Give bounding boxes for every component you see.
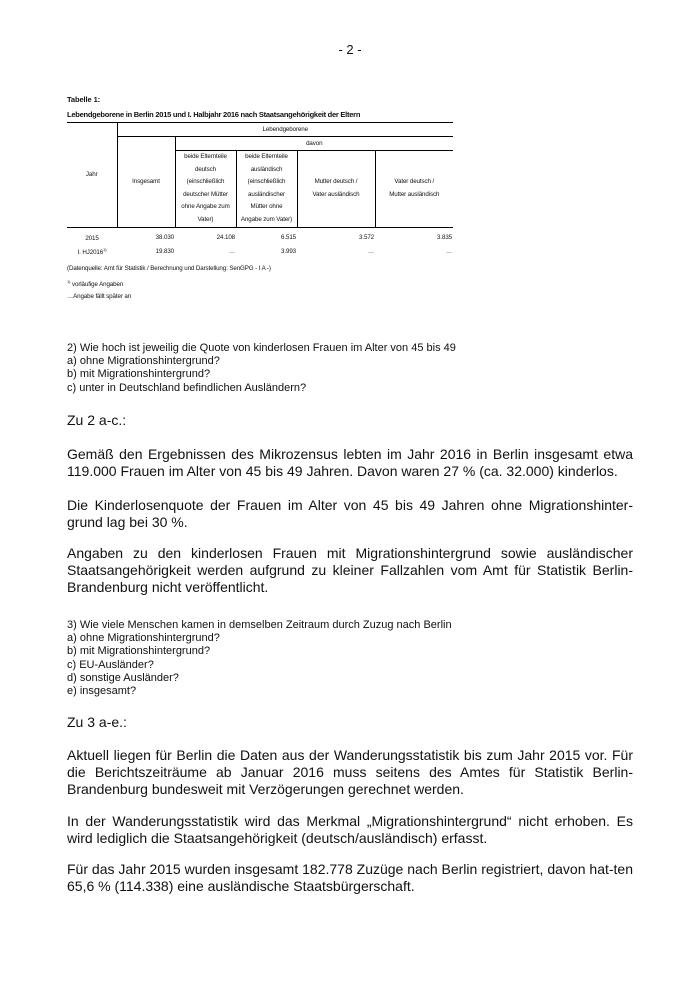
answer-2-paragraph: Die Kinderlosenquote der Frauen im Alter von 45 bis 49 Jahren ohne Migrationshinter-grund lag bei 30 %.: [67, 497, 633, 530]
page-number: - 2 -: [338, 42, 362, 57]
header-jahr: Jahr: [67, 123, 117, 228]
row-vater-deutsch: 3.835: [437, 234, 453, 242]
answer-3-paragraph: In der Wanderungsstatistik wird das Merkmal „Migrationshintergrund“ nicht erhoben. Es wird lediglich die Staatsangehörigkeit (deutsch/ausländisch) erfasst.: [67, 813, 633, 846]
table-section: [67, 95, 457, 259]
row-vater-deutsch: …: [445, 248, 453, 256]
answer-3-paragraph: Für das Jahr 2015 wurden insgesamt 182.778 Zuzüge nach Berlin registriert, davon hat-ten 65,6 % (114.338) eine ausländische Staatsbürgerschaft.: [67, 861, 633, 894]
row-beide-auslaendisch: 3.993: [281, 248, 296, 256]
header-insgesamt: Insgesamt: [117, 137, 175, 228]
row-beide-auslaendisch: 6.515: [281, 234, 296, 242]
row-mutter-deutsch: …: [367, 248, 374, 256]
row-beide-deutsch: 24.108: [216, 234, 235, 242]
header-beide-auslaendisch: beide Elternteile ausländisch (einschließlich ausländischer Mütter ohne Angabe zum Vater): [236, 151, 297, 228]
header-mutter-deutsch: Mutter deutsch / Vater ausländisch: [297, 151, 375, 228]
question-3: 3) Wie viele Menschen kamen in demselben Zeitraum durch Zuzug nach Berlin a) ohne Migrationshintergrund? b) mit Migrationshintergrund? c) EU-Ausländer? d) sonstige Ausländer? e) insgesamt?: [67, 619, 452, 698]
table-label: Tabelle 1:: [67, 95, 101, 104]
row-mutter-deutsch: 3.572: [359, 234, 374, 242]
table-source: (Datenquelle: Amt für Statistik / Berechnung und Darstellung: SenGPG - I A -): [67, 265, 271, 272]
row-insgesamt: 19.830: [155, 248, 174, 256]
question-2: 2) Wie hoch ist jeweilig die Quote von kinderlosen Frauen im Alter von 45 bis 49 a) ohne Migrationshintergrund? b) mit Migrationshintergrund? c) unter in Deutschland befindlichen Ausländern?: [67, 342, 456, 394]
answer-2-paragraph: Angaben zu den kinderlosen Frauen mit Migrationshintergrund sowie ausländischer Staatsangehörigkeit werden aufgrund zu kleiner Fallzahlen vom Amt für Statistik Berlin-Brandenburg nicht veröffentlicht.: [67, 545, 633, 595]
table-ellipsis-note: …Angabe fällt später an: [67, 293, 132, 300]
answer-2-heading: Zu 2 a-c.:: [67, 412, 127, 428]
row-insgesamt: 38.030: [155, 234, 174, 242]
header-vater-deutsch: Vater deutsch / Mutter ausländisch: [375, 151, 453, 228]
table-notes: [67, 265, 271, 307]
table-title: Lebendgeborene in Berlin 2015 und I. Halbjahr 2016 nach Staatsangehörigkeit der Eltern: [67, 110, 361, 119]
table-row: [67, 245, 453, 259]
row-beide-deutsch: …: [228, 248, 235, 256]
answer-3-heading: Zu 3 a-e.:: [67, 714, 127, 730]
header-davon: davon: [175, 137, 453, 151]
births-table: [67, 122, 453, 259]
table-footnote: $^{1)}$ vorläufige Angaben: [67, 279, 124, 289]
answer-3-paragraph: Aktuell liegen für Berlin die Daten aus der Wanderungsstatistik bis zum Jahr 2015 vor. Für die Berichtszeiträume ab Januar 2016 muss seitens des Amtes für Statistik Berlin-Brandenburg bundesweit mit Verzögerungen gerechnet werden.: [67, 747, 633, 797]
row-year: I. HJ2016$^{1)}$: [77, 247, 107, 257]
header-beide-deutsch: beide Elternteile deutsch (einschließlich deutscher Mütter ohne Angabe zum Vater): [175, 151, 236, 228]
header-lebendgeborene: Lebendgeborene: [117, 123, 453, 137]
row-year: 2015: [85, 235, 99, 243]
answer-2-paragraph: Gemäß den Ergebnissen des Mikrozensus lebten im Jahr 2016 in Berlin insgesamt etwa 119.000 Frauen im Alter von 45 bis 49 Jahren. Davon waren 27 % (ca. 32.000) kinderlos.: [67, 446, 633, 479]
table-row: [67, 227, 453, 245]
